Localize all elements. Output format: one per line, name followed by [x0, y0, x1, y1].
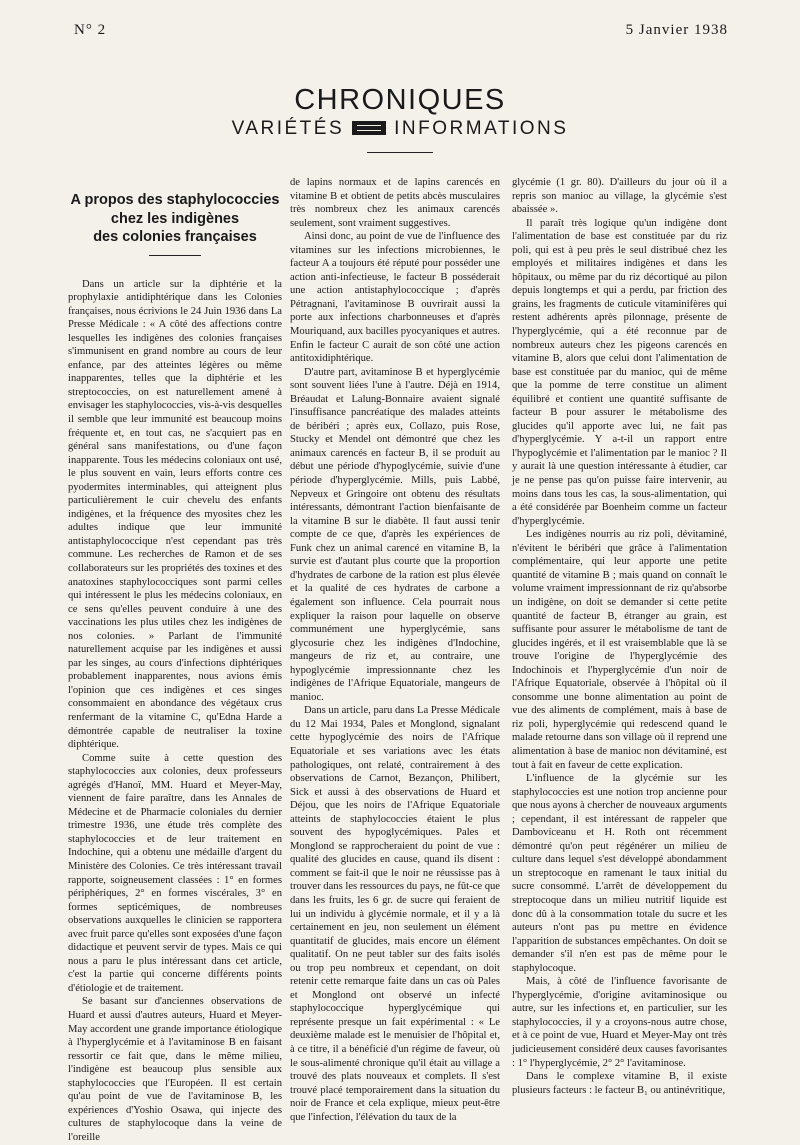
column-3: [512, 176, 727, 1097]
paragraph: Il paraît très logique qu'un indigène dont l'alimentation de base est constituée par du riz poli, qui est à peu près le seul distribué chez les employés et militaires indigènes et dans les hôpitaux, ou même par du riz décortiqué au pilon depuis longtemps et qui a perdu, par friction des grains, les fragments de cuticule vitaminifères qui restent adhérents après pilonnage, présente de l'hyperglycémie, qui a été reconnue par de nombreux auteurs chez les pigeons carencés en vitamine B, alors que celui dont l'alimentation de base est constituée par du manioc, qui de même que la pomme de terre constitue un aliment équilibré et contient une quantité suffisante de facteur B pour assurer le métabolisme des glucides qu'il apporte avec lui, ne fait pas d'hyperglycémie. Y a-t-il un rapport entre l'hypoglycémie et l'alimentation par le manioc ? Il y aurait là une question intéressante à étudier, car je ne pense pas qu'on puisse faire intervenir, au moins dans tous les cas, la sous-alimentation, qui a été considérée par Boenheim comme un facteur d'hyperglycémie.: [512, 217, 727, 527]
paragraph: glycémie (1 gr. 80). D'ailleurs du jour où il a repris son manioc au village, la glycémie s'est abaissée ».: [512, 177, 727, 216]
paragraph: Se basant sur d'anciennes observations de Huard et aussi d'autres auteurs, Huard et Meyer-May accordent une grande importance étiologique à l'hyperglycémie et à l'avitaminose B en faisant ressortir ce fait que, dans le même milieu, l'indigène est beaucoup plus sensible aux staphylococcies que l'Européen. Il est certain qu'au point de vue de l'avitaminose B, les expériences d'Yoshio Osawa, qui injecte des cultures de staphylocoque dans la veine de l'oreille: [68, 996, 282, 1143]
column-1: [68, 176, 282, 1145]
article-title-line: chez les indigènes: [110, 210, 240, 227]
ornament-icon: [352, 121, 386, 135]
issue-date: 5 Janvier 1938: [625, 22, 728, 38]
section-subtitle: [0, 118, 800, 140]
section-title: CHRONIQUES: [294, 84, 506, 116]
article-title: [68, 191, 282, 247]
paragraph: Dans un article sur la diphtérie et la prophylaxie antidiphtérique dans les Colonies françaises, nous écrivions le 24 Juin 1936 dans La Presse Médicale : « A côté des affections contre lesquelles les indigènes des colonies françaises s'immunisent en grand nombre au cours de leur enfance, par des atteintes légères ou même inapparentes, telles que la diphtérie et les streptococcies, on est naturellement amené à envisager les staphylococcies, vis-à-vis desquelles il semble que leur immunité est beaucoup moins fréquente et, en tout cas, ne s'acquiert pas en général sans manifestations, ou d'une façon inapparente. Tous les médecins coloniaux ont usé, le plus souvent en vain, leurs efforts contre ces pyodermites interminables, qui atteignent plus particulièrement le cuir chevelu des enfants indigènes, et la fréquence des myosites chez les adultes indique que leur immunité antistaphylococcique n'est cependant pas très commune. Les recherches de Ramon et de ses collaborateurs sur les propriétés des toxines et des anatoxines staphylococciques sont parmi celles qui intéressent le plus les médecins coloniaux, en ce sens qu'elles peuvent conduire à une des vaccinations les plus utiles chez les indigènes de nos colonies. » Parlant de l'immunité naturellement acquise par les indigènes et aussi par les singes, au cours d'infections diphtériques probablement inapparentes, nous avions émis l'opinion que ces indigènes et ces singes consommaient en abondance des végétaux crus renfermant de la vitamine C, qu'Edna Harde a démontrée capable de neutraliser la toxine diphtérique.: [68, 278, 282, 751]
paragraph: L'influence de la glycémie sur les staphylococcies est une notion trop ancienne pour que nous ayons à chercher de nouveaux arguments ; cependant, il est intéressant de rappeler que Dambovíceanu et H. Roth ont récemment démontré qu'on peut régénérer un milieu de culture dans lequel s'est développé abondamment un streptocoque en ramenant le taux initial du sucre consommé. L'arrêt de développement du streptocoque dans un milieu nutritif liquide est donc dû à la consommation totale du sucre et les auteurs n'ont pas pu mettre en évidence l'apparition de substances empêchantes. On doit se demander s'il n'en est pas de même pour le staphylocoque.: [512, 773, 727, 974]
paragraph: Comme suite à cette question des staphylococcies aux colonies, deux professeurs agrégés d'Hanoï, MM. Huard et Meyer-May, viennent de faire paraître, dans les Annales de Médecine et de Pharmacie coloniales du dernier trimestre 1936, une étude très complète des staphylococcies et de leur traitement en Indochine, qui a obtenu une médaille d'argent du Ministère des Colonies. Ce très intéressant travail rapporte, soigneusement classées : 1° en formes périphériques, 2° en formes viscérales, 3° en formes septicémiques, de nombreuses observations auxquelles le clinicien se rapportera avec fruit parce qu'elles sont exposées d'une façon didactique et peuvent servir de types. Mais ce qui nous a paru le plus intéressant dans cet article, c'est la partie qui concerne différents points d'étiologie et de traitement.: [68, 752, 282, 994]
column-2: [290, 176, 500, 1124]
article-title-line: des colonies françaises: [93, 229, 257, 245]
paragraph: D'autre part, avitaminose B et hyperglycémie sont souvent liées l'une à l'autre. Déjà en 1914, Bréaudat et Lalung-Bonnaire avaient signalé l'insuffisance pancréatique des malades atteints de béribéri ; après eux, Collazo, puis Rose, Stucky et Mendel ont démontré que chez les animaux carencés en facteur B, il se produit au début une période d'hypoglycémie, suivie d'une période d'hyperglycémie. Mills, puis Labbé, Nepveux et Gringoire ont obtenu des résultats intéressants, démontrant l'action bienfaisante de la vitamine B sur le diabète. Il faut aussi tenir compte de ce que, d'après les expériences de Funk chez un animal carencé en vitamine B, la survie est d'autant plus courte que la proportion d'hydrates de carbone de la ration est plus élevée et la qualité de ces hydrates de carbone a également son influence. Cela pourrait nous expliquer la raison pour laquelle on observe communément une hyperglycémie, sans glycosurie chez les indigènes d'Indochine, mangeurs de riz et, au contraire, une hypoglycémie impressionnante chez les indigènes de l'Afrique Equatoriale, mangeurs de manioc.: [290, 366, 500, 703]
header-divider: [367, 152, 433, 153]
title-divider: [149, 255, 201, 256]
paragraph: de lapins normaux et de lapins carencés en vitamine B et obtient de petits abcès musculaires très nombreux chez les animaux carencés seulement, sont vraiment suggestives.: [290, 177, 500, 229]
subtitle-right: INFORMATIONS: [394, 118, 569, 139]
paragraph: Dans un article, paru dans La Presse Médicale du 12 Mai 1934, Pales et Monglond, signalant cette hypoglycémie des noirs de l'Afrique Equatoriale et ses variations avec les états pathologiques, ont relaté, contrairement à des observations de Carnot, Bezançon, Philibert, Sick et aussi à des observations de Huard et Déjou, que les noirs de l'Afrique Equatoriale atteints de staphylococcies étaient le plus souvent des hypoglycémiques. Pales et Monglond se rapprocheraient du point de vue : qualité des glucides en cause, quand ils disent : comment se fait-il que le noir ne réussisse pas à trouver dans les ressources du pays, ne fût-ce que dans les fruits, les 6 gr. de sucre qui feraient de lui un individu à glycémie normale, et il y a là certainement en jeu, non seulement un élément quantitatif de glucides, mais encore un élément qualitatif. On ne peut tabler sur des faits isolés ou trop peu nombreux et cependant, on doit retenir cette remarque faite dans un cas où Pales et Monglond ont observé un infecté staphylococcique hyperglycémique qui représente presque un fait expérimental : « Le deuxième malade est le menuisier de l'hôpital et, à ce titre, il a bénéficié d'un régime de faveur, où le sous-alimenté chronique qu'il était au village a trouvé des plats nouveaux et complets. Il s'est trouvé placé temporairement dans la situation du noir de France et cela explique, mieux peut-être que l'infection, l'élévation du taux de la: [290, 705, 500, 1123]
article-title-line: A propos des staphylococcies: [70, 192, 280, 208]
paragraph: Ainsi donc, au point de vue de l'influence des vitamines sur les infections microbiennes, le facteur A a toujours été réputé pour posséder une action anti-infectieuse, le facteur B posséderait une action antistaphylococcique ; d'après Pétragnani, l'avitaminose B ouvrirait aussi la porte aux infections charbonneuses et d'après Mouriquand, aux bacilles pyocyaniques et autres. Enfin le facteur C aurait de son côté une action antitoxidiphtérique.: [290, 231, 500, 365]
issue-number: N° 2: [74, 22, 107, 38]
paragraph: Mais, à côté de l'influence favorisante de l'hyperglycémie, d'origine avitaminosique ou autre, sur les infections et, en particulier, sur les staphylococcies, il y a croyons-nous autre chose, et à ce point de vue, Huard et Meyer-May ont très judicieusement considéré deux causes favorisantes : 1° l'hyperglycémie, 2° 2° l'avitaminose.: [512, 976, 727, 1069]
paragraph: Dans le complexe vitamine B, il existe plusieurs facteurs : le facteur B₁ ou antinévritique,: [512, 1071, 727, 1096]
paragraph: Les indigènes nourris au riz poli, dévitaminé, n'évitent le béribéri que grâce à l'alimentation complémentaire, qui leur apporte une petite quantité de vitamine B ; mais quand on connaît le volume vraiment impressionnant de riz qu'absorbe un indigène, on doit se demander si cette petite quantité de facteur B, étranger au grain, est suffisante pour assurer le métabolisme de tant de glucides ingérés, et il est vraisemblable que là se trouve l'origine de l'hyperglycémie des Indochinois et l'hyperglycémie d'un noir de l'Afrique Equatoriale, observée à l'hôpital où il consomme une bonne alimentation au point de vue des aliments de complément, mais à base de riz poli, hyperglycémie qui redescend quand le malade retourne dans son village où il reprend une alimentation à base de manioc non dévitaminé, est tout à fait en faveur de cette explication.: [512, 529, 727, 771]
subtitle-left: VARIÉTÉS: [231, 118, 345, 139]
